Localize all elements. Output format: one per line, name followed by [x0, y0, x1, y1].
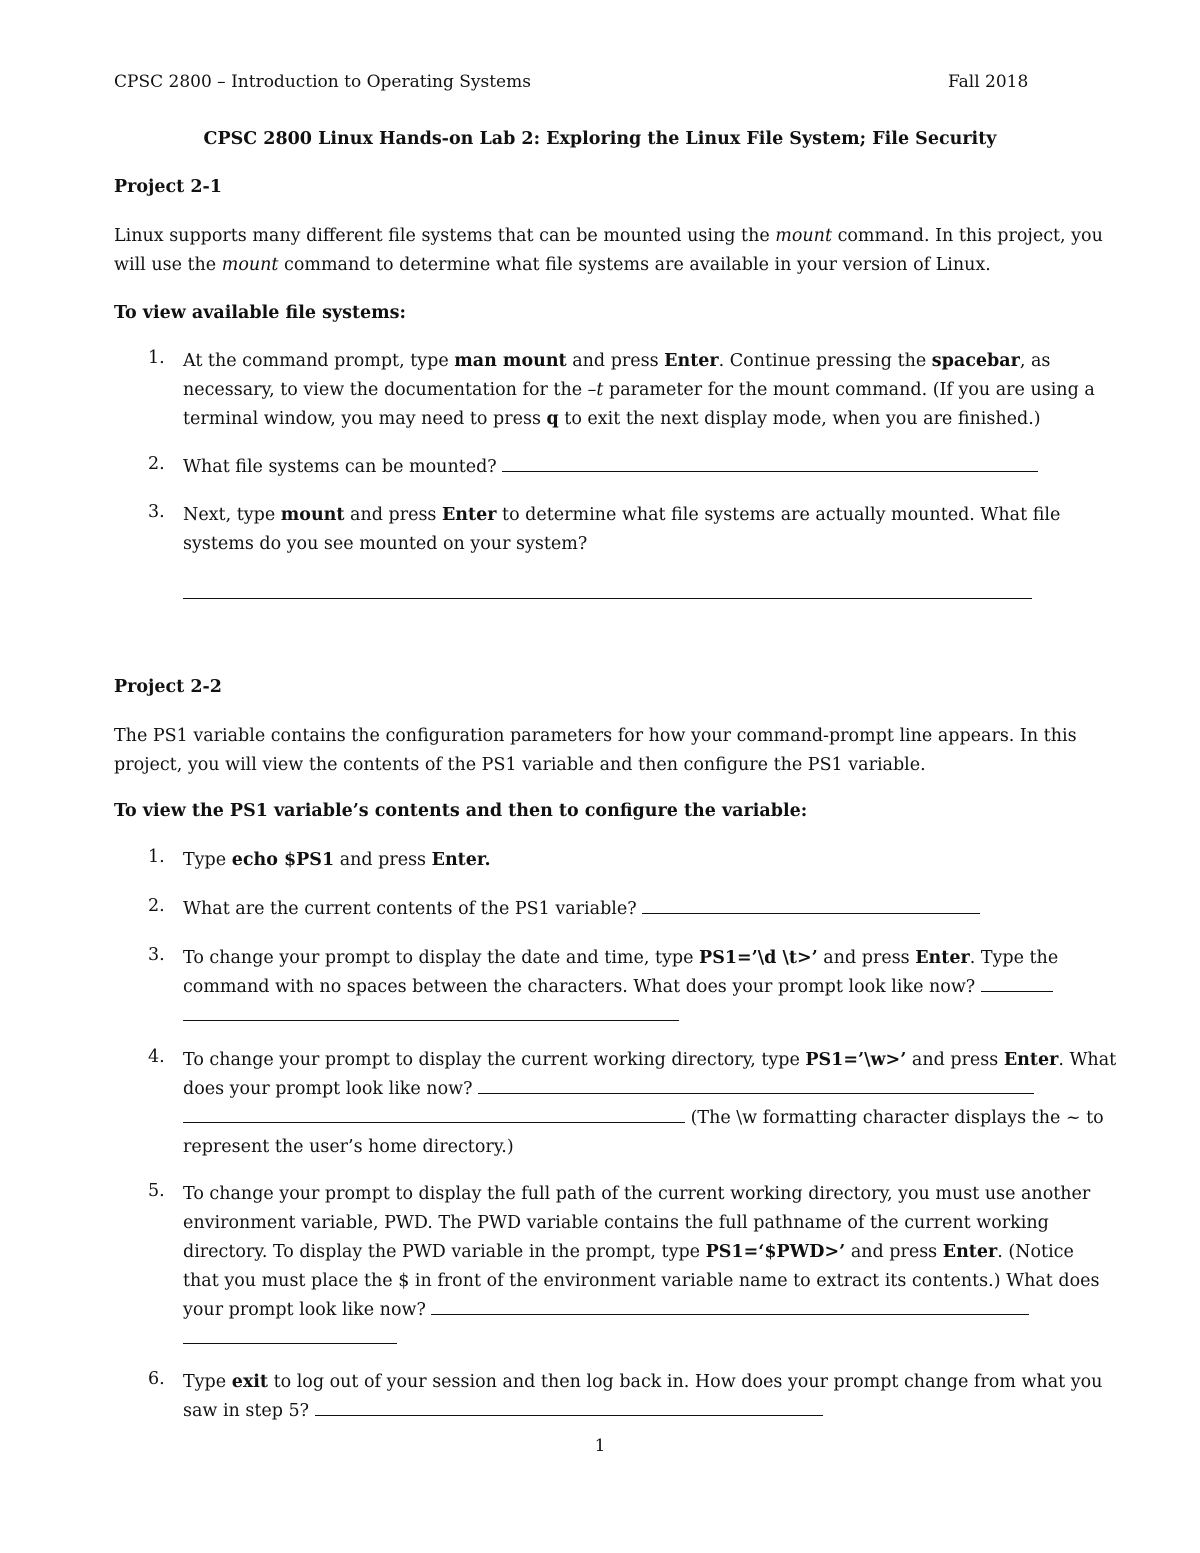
answer-blank[interactable] [981, 990, 1053, 992]
project-2-1-step-3: Next, type mount and press Enter to determine what file systems are actually mounted. What file systems do you see mounted on your system? [183, 505, 1061, 554]
header-course: CPSC 2800 – Introduction to Operating Systems [114, 72, 531, 92]
answer-blank[interactable] [478, 1092, 1034, 1094]
step-number: 2. [148, 454, 165, 474]
project-2-2-heading: Project 2-2 [114, 677, 222, 697]
project-2-1-step-1: At the command prompt, type man mount and press Enter. Continue pressing the spacebar, as necessary, to view the documentation for the –t parameter for the mount command. (If you are using a terminal window, you may need to press q to exit the next display mode, when you are finished.) [183, 351, 1095, 429]
project-2-2-step-4: To change your prompt to display the current working directory, type PS1=’\w>’ and press Enter. What does your prompt look like now? (The \w formatting character displays the ~ to represent the user’s home directory.) [183, 1050, 1117, 1157]
project-2-2-intro: The PS1 variable contains the configuration parameters for how your command-prompt line appears. In this project, you will view the contents of the PS1 variable and then configure the PS1 variable. [114, 726, 1077, 775]
answer-blank[interactable] [183, 1019, 679, 1021]
project-2-1-intro: Linux supports many different file systems that can be mounted using the mount command. In this project, you will use the mount command to determine what file systems are available in your version of Linux. [114, 226, 1103, 275]
answer-blank[interactable] [315, 1414, 823, 1416]
answer-blank[interactable] [183, 598, 1032, 599]
project-2-2-step-2: What are the current contents of the PS1 variable? [183, 895, 1088, 924]
step-number: 3. [148, 945, 165, 965]
project-2-2-step-6: Type exit to log out of your session and then log back in. How does your prompt change from what you saw in step 5? [183, 1372, 1103, 1421]
step-number: 3. [148, 502, 165, 522]
project-2-2-step-3: To change your prompt to display the date and time, type PS1=’\d \t>’ and press Enter. Type the command with no spaces between the characters. What does your prompt look like now? [183, 944, 1088, 1031]
step-number: 1. [148, 348, 165, 368]
lab-title: CPSC 2800 Linux Hands-on Lab 2: Exploring the Linux File System; File Security [203, 129, 997, 149]
step-number: 4. [148, 1047, 165, 1067]
answer-blank[interactable] [183, 1342, 397, 1344]
answer-blank[interactable] [502, 470, 1038, 472]
answer-blank[interactable] [183, 1121, 685, 1123]
step-number: 1. [148, 847, 165, 867]
answer-blank[interactable] [431, 1313, 1029, 1315]
project-2-2-step-5: To change your prompt to display the full path of the current working directory, you must use another environment variable, PWD. The PWD variable contains the full pathname of the current working directory. To display the PWD variable in the prompt, type PS1=‘$PWD>’ and press Enter. (Notice that you must place the $ in front of the environment variable name to extract its contents.) What does your prompt look like now? [183, 1180, 1088, 1354]
header-term: Fall 2018 [948, 72, 1029, 92]
step-number: 6. [148, 1369, 165, 1389]
project-2-1-step-2: What file systems can be mounted? [183, 453, 1088, 482]
project-2-2-subheading: To view the PS1 variable’s contents and then to configure the variable: [114, 801, 808, 821]
project-2-1-subheading: To view available file systems: [114, 303, 406, 323]
project-2-1-heading: Project 2-1 [114, 177, 222, 197]
answer-blank[interactable] [642, 912, 980, 914]
project-2-2-step-1: Type echo $PS1 and press Enter. [183, 850, 491, 870]
step-number: 5. [148, 1181, 165, 1201]
step-number: 2. [148, 896, 165, 916]
page-number: 1 [594, 1436, 606, 1456]
